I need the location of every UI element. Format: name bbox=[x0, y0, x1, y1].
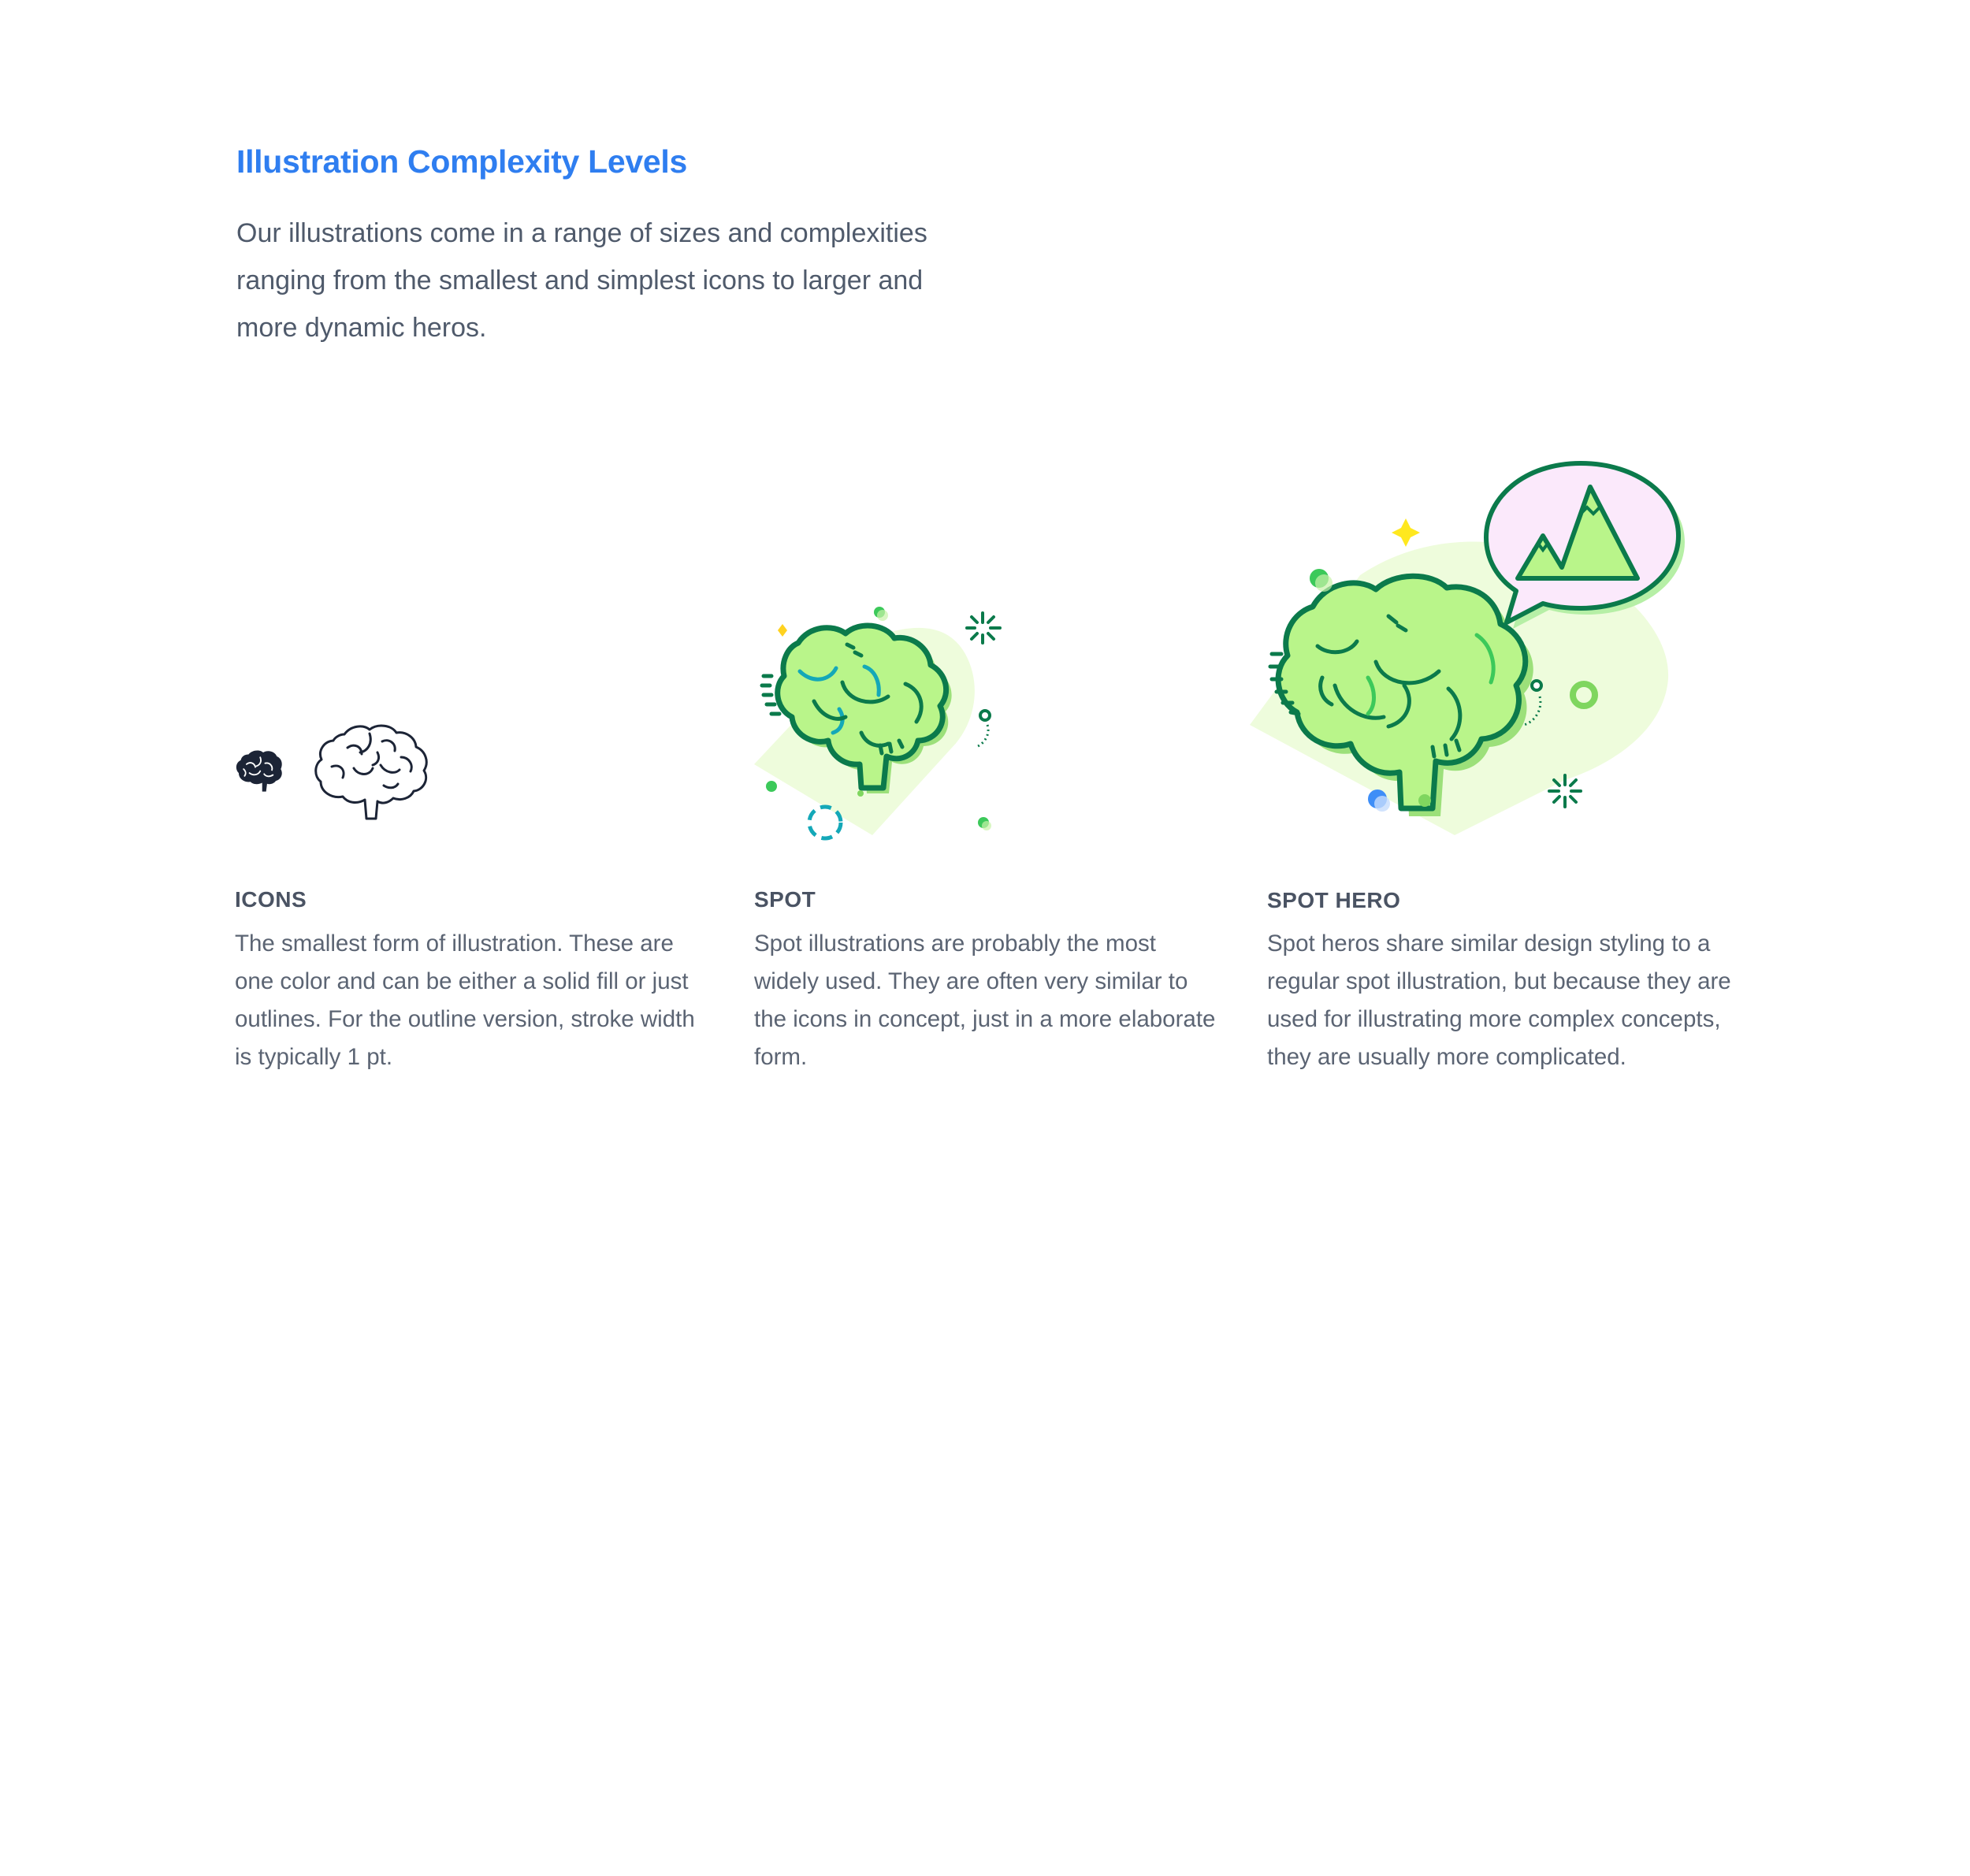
level-label: ICONS bbox=[235, 887, 307, 912]
intro-paragraph: Our illustrations come in a range of sizes and complexities ranging from the smallest and simplest icons to larger and more dynamic heros. bbox=[236, 218, 927, 343]
brain-outline-icon bbox=[313, 721, 433, 823]
spot-level bbox=[754, 0, 1227, 1876]
level-description: The smallest form of illustration. These are one color and can be either a solid fill or just outlines. For the outline version, stroke width is typically 1 pt. bbox=[235, 931, 695, 1070]
level-label: SPOT bbox=[754, 887, 816, 912]
brain-spot-illustration bbox=[754, 599, 1038, 851]
level-description: Spot illustrations are probably the most widely used. They are often very similar to the icons in concept, just in a more elaborate form. bbox=[754, 931, 1216, 1070]
spot-hero-level bbox=[1267, 0, 1756, 1876]
icons-level bbox=[235, 0, 723, 1876]
level-label: SPOT HERO bbox=[1267, 888, 1401, 912]
level-description: Spot heros share similar design styling to a regular spot illustration, but because they are used for illustrating more complex concepts, they are usually more complicated. bbox=[1267, 931, 1731, 1070]
mountain-speech-bubble-icon bbox=[1486, 463, 1685, 629]
brain-spot-hero-illustration bbox=[1250, 449, 1707, 843]
brain-solid-icon bbox=[235, 749, 284, 793]
page-title: Illustration Complexity Levels bbox=[236, 143, 687, 180]
